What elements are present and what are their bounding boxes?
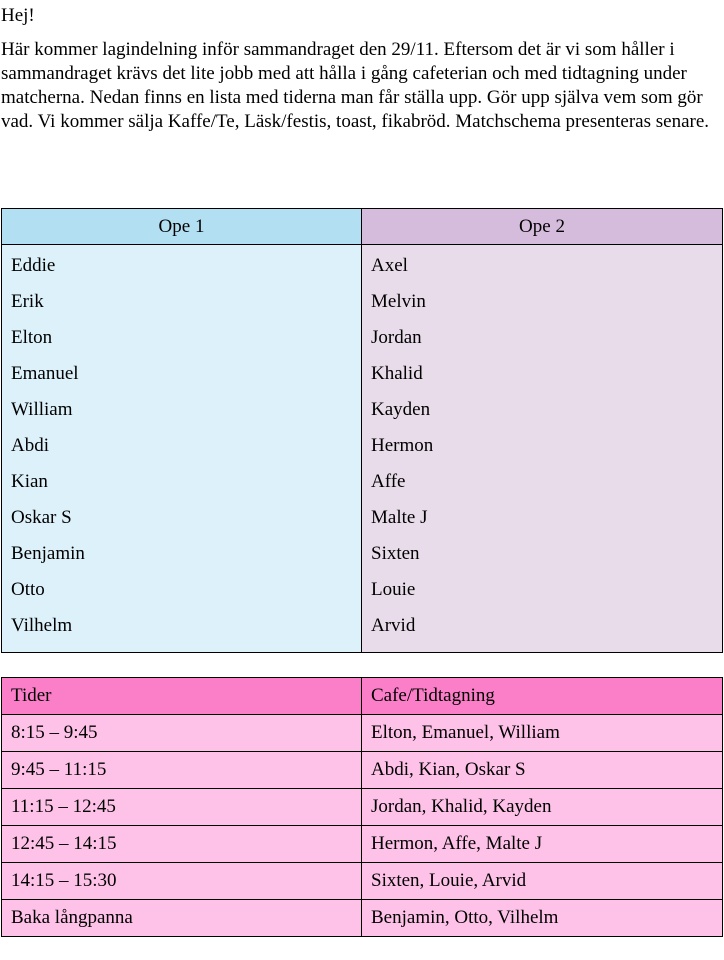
team-list-ope2 — [362, 245, 723, 653]
player-name: Jordan — [371, 327, 422, 348]
schedule-header-cafe: Cafe/Tidtagning — [362, 678, 723, 715]
player-name: Oskar S — [11, 507, 72, 528]
player-name: Hermon — [371, 435, 434, 456]
schedule-people: Abdi, Kian, Oskar S — [362, 752, 723, 789]
schedule-row — [2, 863, 723, 900]
team-header-ope1: Ope 1 — [2, 209, 362, 245]
schedule-time: 14:15 – 15:30 — [2, 863, 362, 900]
schedule-header-times: Tider — [2, 678, 362, 715]
schedule-people: Hermon, Affe, Malte J — [362, 826, 723, 863]
player-name: Benjamin — [11, 543, 85, 564]
player-name: Erik — [11, 291, 44, 312]
player-name: Eddie — [11, 255, 56, 276]
teams-table — [1, 208, 723, 653]
schedule-table — [1, 677, 723, 937]
player-name: Kayden — [371, 399, 431, 420]
schedule-row — [2, 789, 723, 826]
schedule-row — [2, 900, 723, 937]
player-name: Vilhelm — [11, 615, 73, 636]
player-name: Axel — [371, 255, 408, 276]
player-name: Arvid — [371, 615, 416, 636]
schedule-row — [2, 826, 723, 863]
schedule-time: 12:45 – 14:15 — [2, 826, 362, 863]
player-name: Abdi — [11, 435, 49, 456]
player-name: Otto — [11, 579, 45, 600]
player-name: Elton — [11, 327, 53, 348]
schedule-row — [2, 715, 723, 752]
schedule-time: 8:15 – 9:45 — [2, 715, 362, 752]
player-name: Affe — [371, 471, 406, 492]
schedule-people: Sixten, Louie, Arvid — [362, 863, 723, 900]
schedule-people: Jordan, Khalid, Kayden — [362, 789, 723, 826]
player-name: Sixten — [371, 543, 420, 564]
greeting: Hej! — [1, 5, 35, 26]
player-name: Melvin — [371, 291, 426, 312]
player-name: Kian — [11, 471, 48, 492]
player-name: Khalid — [371, 363, 423, 384]
schedule-time: Baka långpanna — [2, 900, 362, 937]
schedule-time: 9:45 – 11:15 — [2, 752, 362, 789]
player-name: Emanuel — [11, 363, 79, 384]
schedule-row — [2, 752, 723, 789]
schedule-people: Benjamin, Otto, Vilhelm — [362, 900, 723, 937]
schedule-people: Elton, Emanuel, William — [362, 715, 723, 752]
player-name: Malte J — [371, 507, 428, 528]
team-header-ope2: Ope 2 — [362, 209, 723, 245]
intro-paragraph: Här kommer lagindelning inför sammandraget den 29/11. Eftersom det är vi som håller i sammandraget krävs det lite jobb med att hålla i gång cafeterian och med tidtagning under matcherna. Nedan finns en lista med tiderna man får ställa upp. Gör upp själva vem som gör vad. Vi kommer sälja Kaffe/Te, Läsk/festis, toast, fikabröd. Matchschema presenteras senare. — [1, 39, 710, 132]
player-name: Louie — [371, 579, 416, 600]
player-name: William — [11, 399, 73, 420]
schedule-time: 11:15 – 12:45 — [2, 789, 362, 826]
team-list-ope1 — [2, 245, 362, 653]
